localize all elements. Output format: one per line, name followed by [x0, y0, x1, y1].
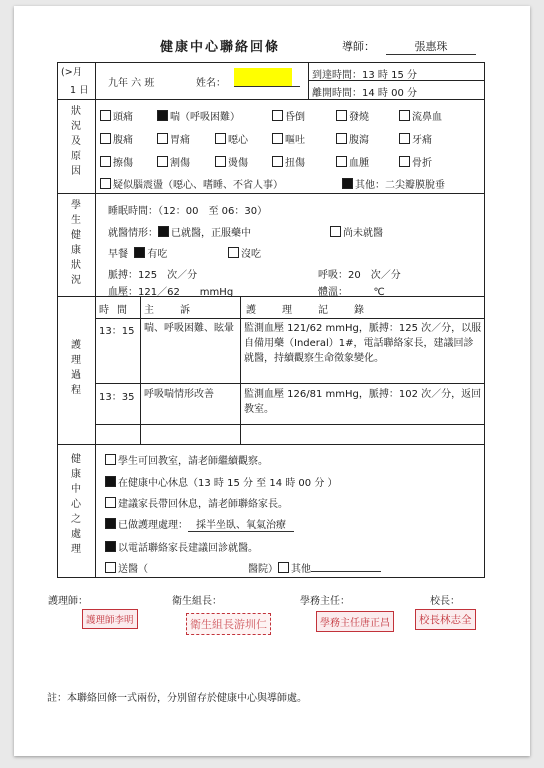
symptom-stomach: 胃痛	[157, 131, 190, 146]
checkbox-burn[interactable]	[215, 156, 226, 167]
checkbox-dyspnea[interactable]	[157, 110, 168, 121]
symptom-nausea: 噁心	[215, 131, 248, 146]
nursing-row1-time: 13：15	[99, 326, 135, 337]
class-text: 九年 六 班	[108, 78, 155, 89]
checkbox-nosebleed[interactable]	[399, 110, 410, 121]
checkbox-medical-yes[interactable]	[158, 226, 169, 237]
checkbox-medical-no[interactable]	[330, 226, 341, 237]
date-month: (>月	[61, 67, 83, 78]
handling-opt6: 送醫（ 醫院） 其他	[105, 560, 381, 575]
checkbox-abdominal[interactable]	[100, 133, 111, 144]
checkbox-nursing-done[interactable]	[105, 518, 116, 529]
nursing-row1-record: 監測血壓 121/62 mmHg，脈搏：125 次／分，以服自備用藥（Inderal）1#，電話聯絡家長，建議回診就醫，持續觀察生命徵象變化。	[244, 323, 482, 364]
checkbox-nausea[interactable]	[215, 133, 226, 144]
checkbox-sprain[interactable]	[272, 156, 283, 167]
symptoms-section-label: 狀況及原因	[71, 106, 81, 177]
checkbox-other-handling[interactable]	[278, 562, 289, 573]
name-label: 姓名：	[196, 78, 226, 89]
symptom-headache: 頭痛	[100, 108, 133, 123]
symptom-fever: 發燒	[336, 108, 369, 123]
col-record: 護 理 記 錄	[246, 305, 366, 316]
col-time: 時間	[99, 305, 135, 316]
symptom-diarrhea: 腹瀉	[336, 131, 369, 146]
handling-opt5: 以電話聯絡家長建議回診就醫。	[105, 539, 258, 554]
form-title: 健康中心聯絡回條	[160, 40, 281, 55]
checkbox-breakfast-no[interactable]	[228, 247, 239, 258]
handling-section-label: 健康中心之處理	[71, 454, 81, 555]
medical-no: 尚未就醫	[330, 224, 383, 239]
checkbox-diarrhea[interactable]	[336, 133, 347, 144]
name-underline	[234, 86, 300, 87]
col-complaint: 主 訴	[144, 305, 192, 316]
breath: 呼吸：20 次／分	[318, 270, 401, 281]
checkbox-fracture[interactable]	[399, 156, 410, 167]
symptom-sprain: 扭傷	[272, 154, 305, 169]
checkbox-stomach[interactable]	[157, 133, 168, 144]
teacher-label: 導師：	[342, 40, 375, 53]
handling-opt3: 建議家長帶回休息，請老師聯絡家長。	[105, 495, 288, 510]
checkbox-rest-center[interactable]	[105, 476, 116, 487]
nursing-row2-record: 監測血壓 126/81 mmHg，脈搏：102 次／分，返回教室。	[244, 389, 482, 415]
leave-time: 離開時間：14 時 00 分	[312, 88, 417, 99]
checkbox-breakfast-yes[interactable]	[134, 247, 145, 258]
nursing-section-label: 護理過程	[71, 340, 81, 396]
arrive-time: 到達時間：13 時 15 分	[312, 70, 417, 81]
checkbox-toothache[interactable]	[399, 133, 410, 144]
symptom-faint: 昏倒	[272, 108, 305, 123]
footnote: 註：本聯絡回條一式兩份，分別留存於健康中心與導師處。	[47, 693, 307, 704]
symptom-abdominal: 腹痛	[100, 131, 133, 146]
checkbox-vomit[interactable]	[272, 133, 283, 144]
principal-stamp: 校長林志全	[415, 609, 476, 630]
checkbox-faint[interactable]	[272, 110, 283, 121]
nursing-row1-complaint: 喘、呼吸困難、眩暈	[144, 323, 234, 334]
handling-opt4: 已做護理處理： 採半坐臥、氧氣治療	[105, 516, 294, 531]
date-day: 1 日	[70, 85, 89, 96]
checkbox-concussion[interactable]	[100, 178, 111, 189]
checkbox-abrasion[interactable]	[100, 156, 111, 167]
symptom-dyspnea: 喘（呼吸困難）	[157, 108, 240, 123]
checkbox-fever[interactable]	[336, 110, 347, 121]
teacher-name: 張惠珠	[386, 38, 476, 55]
nursing-row2-complaint: 呼吸喘情形改善	[144, 389, 214, 400]
medical-status: 就醫情形： 已就醫，正服藥中	[108, 228, 251, 239]
affairs-director-label: 學務主任：	[300, 596, 350, 607]
checkbox-hematoma[interactable]	[336, 156, 347, 167]
nursing-row2-time: 13：35	[99, 392, 135, 403]
health-leader-label: 衛生組長：	[172, 596, 222, 607]
symptom-fracture: 骨折	[399, 154, 432, 169]
nurse-stamp: 護理師李明	[82, 609, 138, 629]
handling-opt1: 學生可回教室，請老師繼續觀察。	[105, 452, 268, 467]
handling-opt2: 在健康中心休息（13 時 15 分 至 14 時 00 分 ）	[105, 474, 338, 489]
affairs-director-stamp: 學務主任唐正昌	[316, 611, 394, 632]
checkbox-phone-parent[interactable]	[105, 541, 116, 552]
checkbox-hospital[interactable]	[105, 562, 116, 573]
symptom-cut: 割傷	[157, 154, 190, 169]
checkbox-return-class[interactable]	[105, 454, 116, 465]
checkbox-headache[interactable]	[100, 110, 111, 121]
health-section-label: 學生健康狀況	[71, 200, 81, 286]
symptom-nosebleed: 流鼻血	[399, 108, 442, 123]
symptom-burn: 燙傷	[215, 154, 248, 169]
temperature: 體溫： ℃	[318, 287, 385, 298]
breakfast-no: 沒吃	[228, 245, 261, 260]
name-redacted	[234, 68, 292, 86]
nurse-label: 護理師：	[48, 596, 88, 607]
symptom-hematoma: 血腫	[336, 154, 369, 169]
symptom-vomit: 嘔吐	[272, 131, 305, 146]
breakfast-yes: 早餐 有吃	[108, 249, 168, 260]
health-leader-stamp: 衛生組長游圳仁	[186, 613, 271, 635]
checkbox-other[interactable]	[342, 178, 353, 189]
checkbox-cut[interactable]	[157, 156, 168, 167]
sleep-time: 睡眠時間：（12：00 至 06：30）	[108, 206, 268, 217]
principal-label: 校長：	[430, 596, 460, 607]
checkbox-parent-pickup[interactable]	[105, 497, 116, 508]
symptom-concussion: 疑似腦震盪（噁心、嗜睡、不省人事）	[100, 176, 283, 191]
symptom-other: 其他：二尖瓣膜脫垂	[342, 176, 445, 191]
symptom-abrasion: 擦傷	[100, 154, 133, 169]
symptom-toothache: 牙痛	[399, 131, 432, 146]
pulse: 脈搏：125 次／分	[108, 270, 198, 281]
blood-pressure: 血壓：121／62 mmHg	[108, 287, 234, 298]
